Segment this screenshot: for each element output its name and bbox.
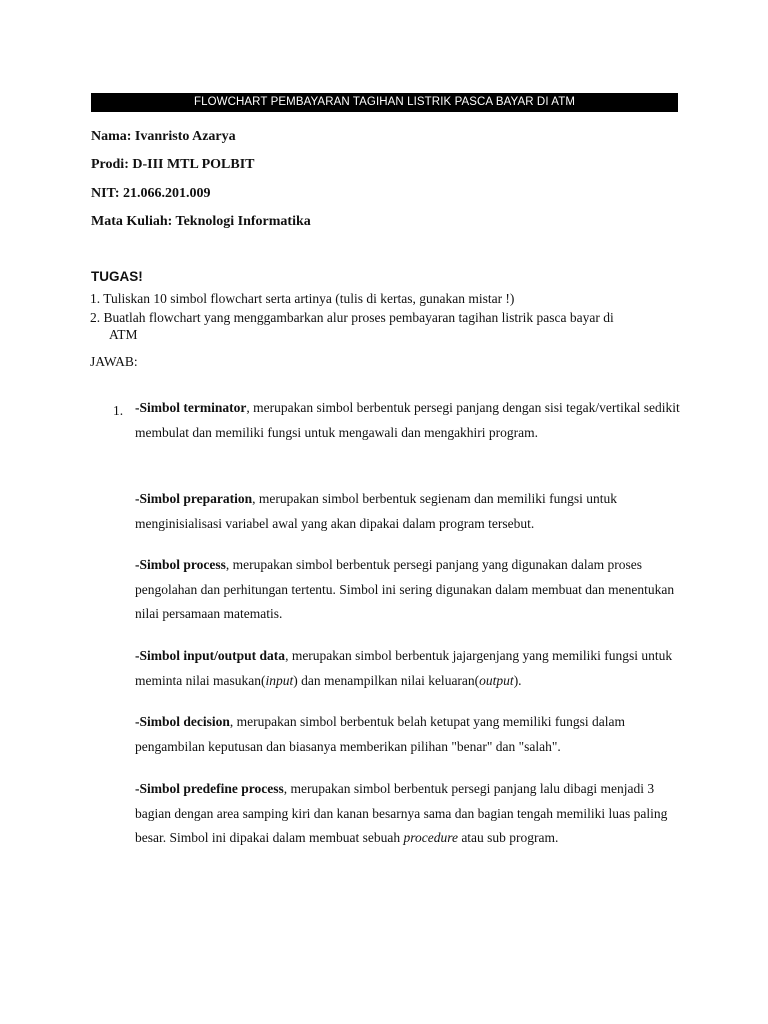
answer-emphasis: output: [479, 672, 514, 688]
answer-term: -Simbol input/output data: [135, 648, 286, 663]
answer-process: [135, 553, 685, 627]
answer-text: ) dan menampilkan nilai keluaran(: [293, 672, 480, 688]
answer-number: 1.: [113, 403, 124, 418]
answer-preparation: [135, 487, 685, 536]
info-mata-kuliah: Mata Kuliah: Teknologi Informatika: [91, 214, 311, 229]
answer-emphasis: procedure: [403, 830, 458, 845]
document-title: FLOWCHART PEMBAYARAN TAGIHAN LISTRIK PASCA BAYAR DI ATM: [91, 93, 678, 112]
answer-term: -Simbol terminator: [135, 400, 247, 415]
answer-text: , merupakan simbol berbentuk persegi panjang yang digunakan dalam proses pengolahan dan perhitungan tertentu. Simbol ini sering digunakan dalam membuat dan menentukan nilai persamaan matematis.: [135, 557, 675, 621]
tugas-heading: TUGAS!: [91, 269, 143, 284]
answer-text: , merupakan simbol berbentuk persegi panjang lalu dibagi menjadi 3 bagian dengan area samping kiri dan kanan besarnya sama dan bagian tengah memiliki luas paling besar. Simbol ini dipakai dalam membuat sebuah: [135, 781, 668, 845]
task-item-1: 1. Tuliskan 10 simbol flowchart serta artinya (tulis di kertas, gunakan mistar !): [90, 291, 515, 306]
answer-text: , merupakan simbol berbentuk segienam dan memiliki fungsi untuk menginisialisasi variabel awal yang akan dipakai dalam program tersebut.: [135, 491, 617, 531]
task-item-2-continued: ATM: [109, 327, 138, 342]
info-prodi: Prodi: D-III MTL POLBIT: [91, 157, 255, 172]
info-nit: NIT: 21.066.201.009: [91, 186, 211, 201]
answer-predefine-process: [135, 777, 685, 851]
answer-text: ).: [513, 672, 522, 688]
info-nama: Nama: Ivanristo Azarya: [91, 129, 236, 144]
answer-text: atau sub program.: [457, 830, 559, 845]
answer-emphasis: input: [265, 672, 294, 688]
answer-text: , merupakan simbol berbentuk belah ketupat yang memiliki fungsi dalam pengambilan keputusan dan biasanya memberikan pilihan "benar" dan "salah".: [135, 714, 626, 754]
answer-decision: [135, 710, 685, 759]
jawab-label: JAWAB:: [90, 354, 138, 369]
answer-text: , merupakan simbol berbentuk persegi panjang dengan sisi tegak/vertikal sedikit membulat dan memiliki fungsi untuk mengawali dan mengakhiri program.: [135, 400, 680, 440]
answer-term: -Simbol preparation: [135, 491, 253, 506]
answer-terminator: [135, 396, 685, 445]
answer-input-output: [135, 644, 685, 693]
answer-term: -Simbol decision: [135, 714, 230, 729]
task-item-2: 2. Buatlah flowchart yang menggambarkan alur proses pembayaran tagihan listrik pasca bayar di: [90, 310, 614, 325]
answer-term: -Simbol process: [135, 557, 226, 572]
answer-term: -Simbol predefine process: [135, 781, 284, 796]
answer-text: , merupakan simbol berbentuk jajargenjang yang memiliki fungsi untuk meminta nilai masukan(: [135, 648, 673, 688]
